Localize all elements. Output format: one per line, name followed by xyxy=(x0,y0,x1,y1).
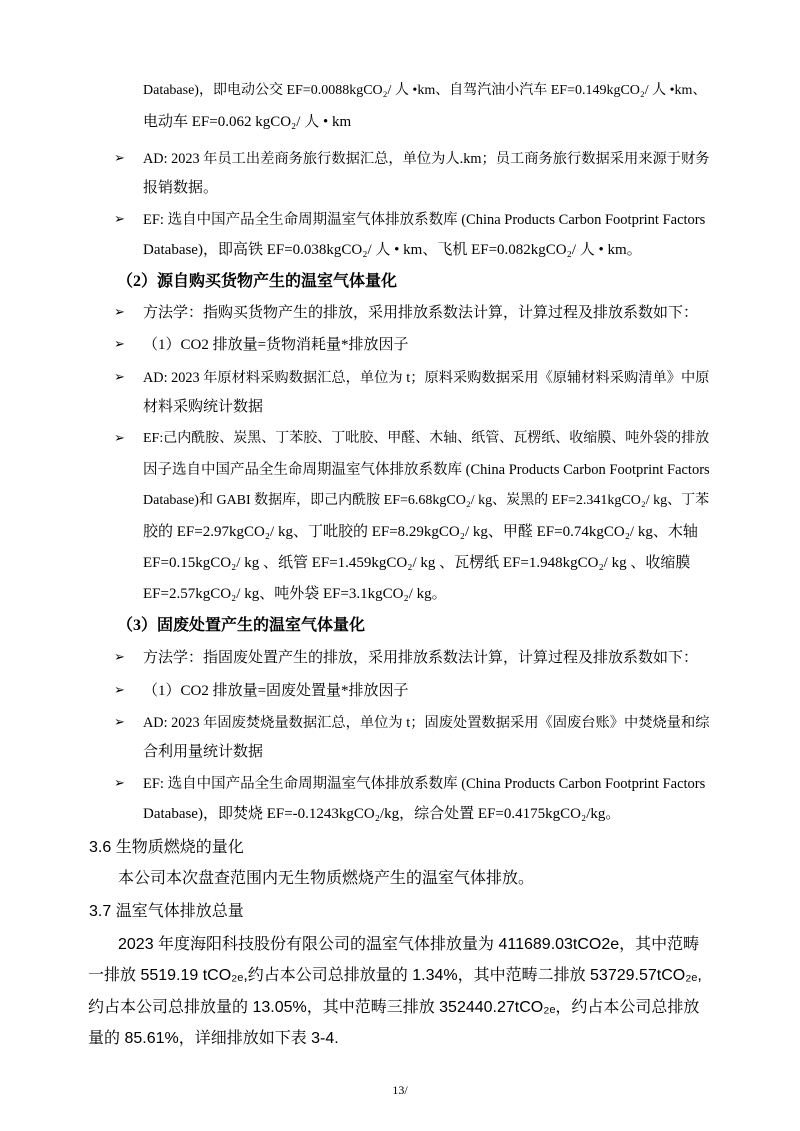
bullet-arrow-icon: ➢ xyxy=(114,776,125,791)
section-heading: 3.7 温室气体排放总量 xyxy=(89,903,244,920)
bullet-arrow-icon: ➢ xyxy=(114,370,125,385)
bullet-arrow-icon: ➢ xyxy=(114,650,125,665)
page-number: 13/ xyxy=(392,1083,408,1097)
paragraph-line: 量的 85.61%，详细排放如下表 3-4. xyxy=(88,1030,339,1047)
text-line: （1）CO2 排放量=固废处置量*排放因子 xyxy=(143,683,409,699)
text-line: AD: 2023 年原材料采购数据汇总，单位为 t；原料采购数据采用《原辅材料采购清单》中原 xyxy=(143,370,710,386)
paragraph-line: 一排放 5519.19 tCO₂ₑ,约占本公司总排放量的 1.34%，其中范畴二排放 53729.57tCO₂ₑ, xyxy=(88,967,702,984)
text-line: 胶的 EF=2.97kgCO₂/ kg、丁吡胶的 EF=8.29kgCO₂/ kg、甲醛 EF=0.74kgCO₂/ kg、木轴 xyxy=(143,524,698,540)
subsection-heading: （3）固废处置产生的温室气体量化 xyxy=(117,617,366,634)
bullet-arrow-icon: ➢ xyxy=(114,151,125,166)
text-line: AD: 2023 年固废焚烧量数据汇总，单位为 t；固废处置数据采用《固废台账》中焚烧量和综 xyxy=(143,715,710,731)
bullet-arrow-icon: ➢ xyxy=(114,337,125,352)
text-line: EF=2.57kgCO₂/ kg、吨外袋 EF=3.1kgCO₂/ kg。 xyxy=(143,586,447,602)
text-line: Database)和 GABI 数据库，即己内酰胺 EF=6.68kgCO₂/ kg、炭黑的 EF=2.341kgCO₂/ kg、丁苯 xyxy=(143,493,710,508)
bullet-arrow-icon: ➢ xyxy=(114,431,125,446)
bullet-arrow-icon: ➢ xyxy=(114,715,125,730)
paragraph-line: 本公司本次盘查范围内无生物质燃烧产生的温室气体排放。 xyxy=(118,870,535,887)
paragraph-line: 2023 年度海阳科技股份有限公司的温室气体排放量为 411689.03tCO2e，其中范畴 xyxy=(118,936,700,953)
text-line: EF=0.15kgCO₂/ kg 、纸管 EF=1.459kgCO₂/ kg 、瓦楞纸 EF=1.948kgCO₂/ kg 、收缩膜 xyxy=(143,555,691,571)
text-line: EF:己内酰胺、炭黑、丁苯胶、丁吡胶、甲醛、木轴、纸管、瓦楞纸、收缩膜、吨外袋的排放 xyxy=(143,431,710,446)
text-line: 方法学：指购买货物产生的排放，采用排放系数法计算，计算过程及排放系数如下： xyxy=(143,305,699,321)
text-line: Database)，即高铁 EF=0.038kgCO₂/ 人 • km、飞机 EF=0.082kgCO₂/ 人 • km。 xyxy=(143,242,642,258)
subsection-heading: （2）源自购买货物产生的温室气体量化 xyxy=(117,273,398,290)
text-line: 合利用量统计数据 xyxy=(143,744,264,760)
text-line: 电动车 EF=0.062 kgCO₂/ 人 • km xyxy=(143,114,352,130)
text-line: AD: 2023 年员工出差商务旅行数据汇总，单位为人.km；员工商务旅行数据采用来源于财务 xyxy=(143,151,710,167)
bullet-arrow-icon: ➢ xyxy=(114,212,125,227)
text-line: 报销数据。 xyxy=(143,180,219,196)
text-line: EF: 选自中国产品全生命周期温室气体排放系数库 (China Products Carbon Footprint Factors xyxy=(143,776,706,792)
text-line: （1）CO2 排放量=货物消耗量*排放因子 xyxy=(143,337,409,353)
text-line: 材料采购统计数据 xyxy=(143,399,264,415)
paragraph-line: 约占本公司总排放量的 13.05%，其中范畴三排放 352440.27tCO₂ₑ，约占本公司总排放 xyxy=(88,999,700,1016)
text-line: EF: 选自中国产品全生命周期温室气体排放系数库 (China Products Carbon Footprint Factors xyxy=(143,212,706,228)
section-heading: 3.6 生物质燃烧的量化 xyxy=(89,839,244,856)
bullet-arrow-icon: ➢ xyxy=(114,305,125,320)
text-line: Database)，即焚烧 EF=-0.1243kgCO₂/kg，综合处置 EF=0.4175kgCO₂/kg。 xyxy=(143,806,621,822)
bullet-arrow-icon: ➢ xyxy=(114,683,125,698)
text-line: 方法学：指固废处置产生的排放，采用排放系数法计算，计算过程及排放系数如下： xyxy=(143,650,699,666)
text-line: Database)，即电动公交 EF=0.0088kgCO₂/ 人 •km、自驾汽油小汽车 EF=0.149kgCO₂/ 人 •km、 xyxy=(143,83,707,98)
text-line: 因子选自中国产品全生命周期温室气体排放系数库 (China Products Carbon Footprint Factors xyxy=(143,462,710,478)
